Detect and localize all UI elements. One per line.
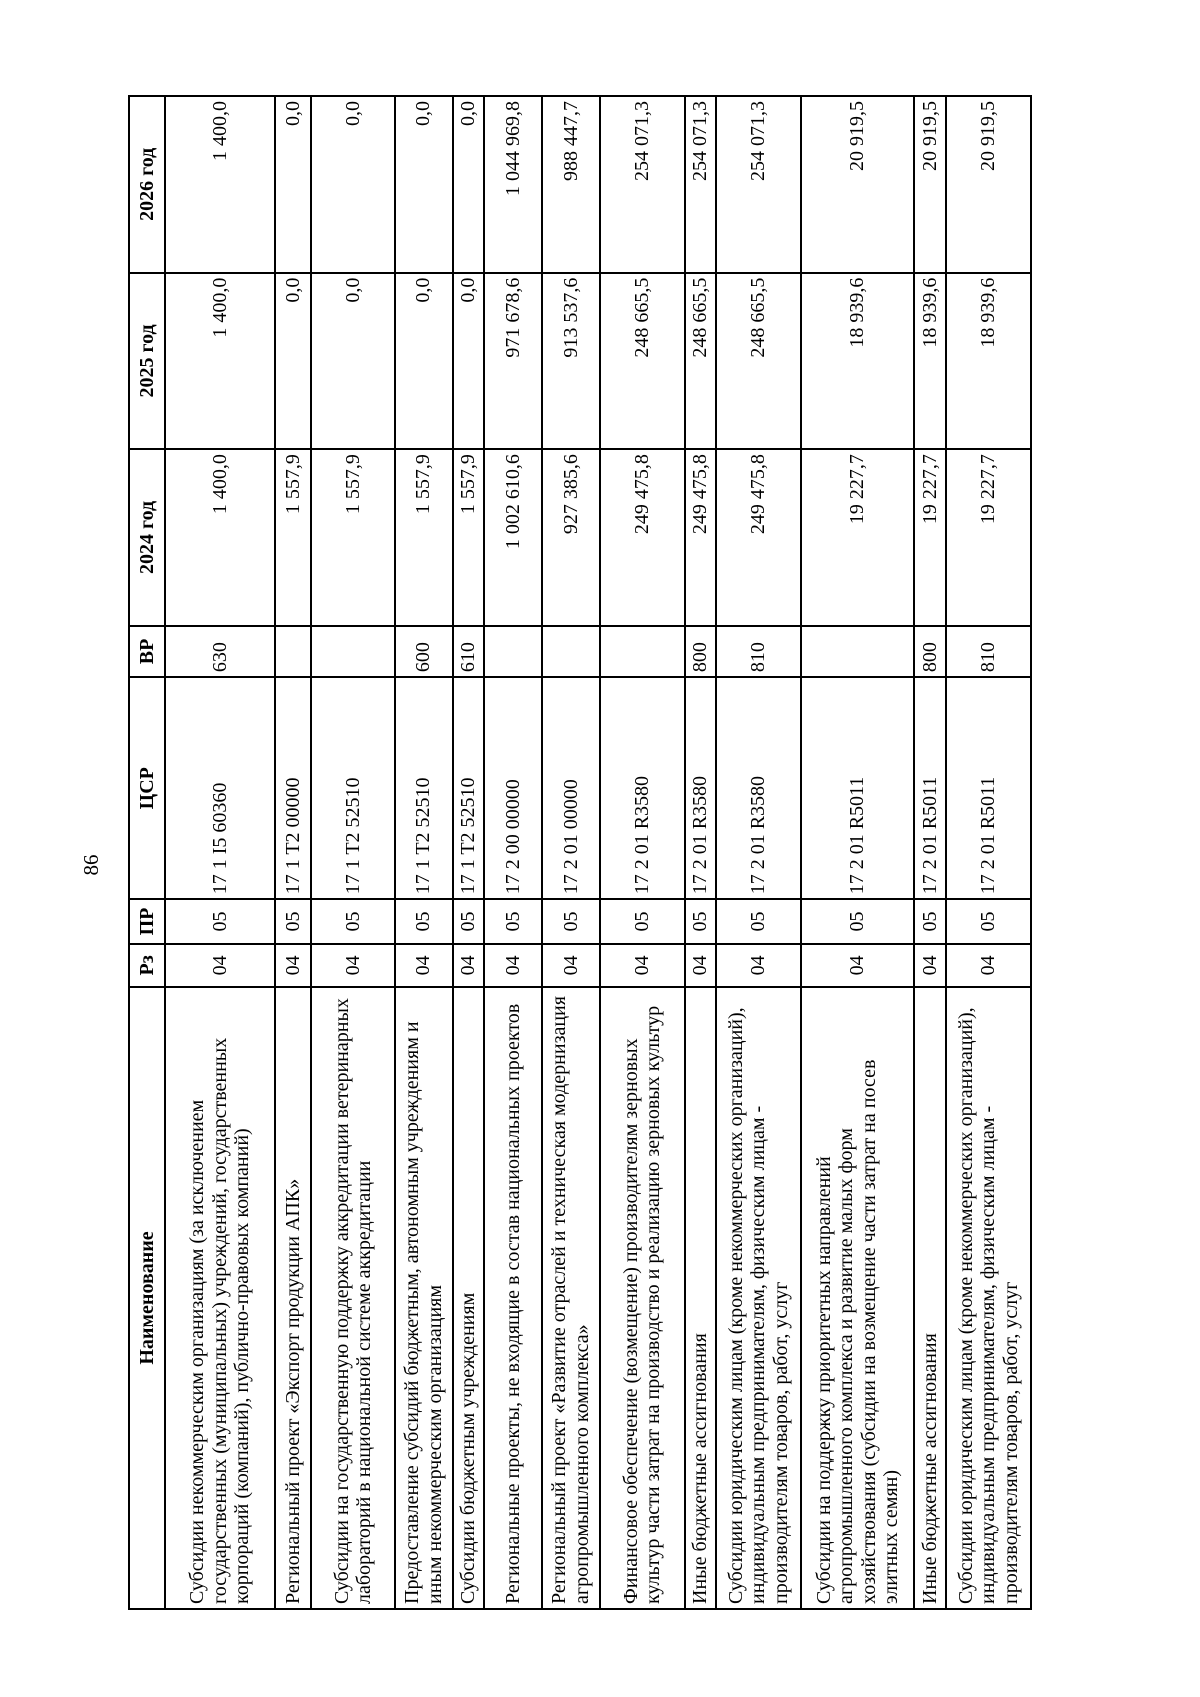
cell-vr: 610 <box>453 626 485 677</box>
cell-pr: 05 <box>395 899 453 943</box>
cell-2024: 249 475,8 <box>716 449 801 626</box>
cell-2024: 1 557,9 <box>275 449 311 626</box>
cell-2026: 20 919,5 <box>946 96 1031 273</box>
cell-2024: 1 557,9 <box>453 449 485 626</box>
cell-name: Региональный проект «Развитие отраслей и техническая модернизация агропромышленного комплекса» <box>542 987 600 1609</box>
cell-2025: 913 537,6 <box>542 273 600 450</box>
cell-pr: 05 <box>275 899 311 943</box>
cell-pr: 05 <box>484 899 542 943</box>
header-rz: Рз <box>129 944 165 987</box>
cell-rz: 04 <box>685 944 717 987</box>
table-row <box>453 96 485 1609</box>
cell-name: Иные бюджетные ассигнования <box>914 987 946 1609</box>
cell-2026: 988 447,7 <box>542 96 600 273</box>
cell-pr: 05 <box>716 899 801 943</box>
cell-vr: 810 <box>716 626 801 677</box>
cell-pr: 05 <box>685 899 717 943</box>
cell-vr: 600 <box>395 626 453 677</box>
cell-2024: 1 557,9 <box>311 449 395 626</box>
header-2026: 2026 год <box>129 96 165 273</box>
cell-2025: 0,0 <box>453 273 485 450</box>
cell-2026: 20 919,5 <box>801 96 914 273</box>
cell-name: Региональные проекты, не входящие в состав национальных проектов <box>484 987 542 1609</box>
cell-name: Субсидии на государственную поддержку аккредитации ветеринарных лабораторий в национальной системе аккредитации <box>311 987 395 1609</box>
cell-2026: 0,0 <box>311 96 395 273</box>
cell-vr <box>600 626 685 677</box>
cell-csr: 17 2 01 00000 <box>542 677 600 899</box>
cell-2024: 249 475,8 <box>600 449 685 626</box>
cell-2025: 18 939,6 <box>801 273 914 450</box>
cell-2024: 927 385,6 <box>542 449 600 626</box>
table-row <box>600 96 685 1609</box>
cell-csr: 17 2 01 R5011 <box>801 677 914 899</box>
header-2024: 2024 год <box>129 449 165 626</box>
table-row <box>914 96 946 1609</box>
cell-pr: 05 <box>914 899 946 943</box>
cell-rz: 04 <box>453 944 485 987</box>
cell-2026: 254 071,3 <box>600 96 685 273</box>
cell-csr: 17 2 01 R3580 <box>600 677 685 899</box>
page-number: 86 <box>79 854 103 876</box>
header-pr: ПР <box>129 899 165 943</box>
table-row <box>395 96 453 1609</box>
cell-rz: 04 <box>914 944 946 987</box>
cell-2026: 254 071,3 <box>716 96 801 273</box>
cell-2024: 1 002 610,6 <box>484 449 542 626</box>
cell-2026: 254 071,3 <box>685 96 717 273</box>
cell-rz: 04 <box>542 944 600 987</box>
cell-vr: 630 <box>165 626 275 677</box>
cell-2026: 0,0 <box>275 96 311 273</box>
cell-pr: 05 <box>311 899 395 943</box>
cell-csr: 17 1 T2 52510 <box>311 677 395 899</box>
cell-2024: 1 557,9 <box>395 449 453 626</box>
cell-rz: 04 <box>395 944 453 987</box>
cell-csr: 17 1 T2 52510 <box>395 677 453 899</box>
cell-name: Финансовое обеспечение (возмещение) производителям зерновых культур части затрат на производство и реализацию зерновых культур <box>600 987 685 1609</box>
header-2025: 2025 год <box>129 273 165 450</box>
cell-2026: 1 400,0 <box>165 96 275 273</box>
cell-csr: 17 2 01 R3580 <box>685 677 717 899</box>
header-vr: ВР <box>129 626 165 677</box>
table-row <box>801 96 914 1609</box>
cell-2025: 0,0 <box>275 273 311 450</box>
cell-2025: 0,0 <box>311 273 395 450</box>
cell-vr: 800 <box>685 626 717 677</box>
cell-pr: 05 <box>542 899 600 943</box>
table-row <box>484 96 542 1609</box>
cell-2025: 248 665,5 <box>716 273 801 450</box>
cell-2024: 1 400,0 <box>165 449 275 626</box>
cell-2025: 971 678,6 <box>484 273 542 450</box>
cell-pr: 05 <box>453 899 485 943</box>
cell-vr <box>311 626 395 677</box>
cell-csr: 17 2 00 00000 <box>484 677 542 899</box>
table-row <box>165 96 275 1609</box>
cell-rz: 04 <box>165 944 275 987</box>
cell-name: Иные бюджетные ассигнования <box>685 987 717 1609</box>
cell-csr: 17 2 01 R5011 <box>946 677 1031 899</box>
cell-2024: 19 227,7 <box>801 449 914 626</box>
cell-name: Субсидии некоммерческим организациям (за исключением государственных (муниципальных) учреждений, государственных корпораций (компаний), публично-правовых компаний) <box>165 987 275 1609</box>
cell-rz: 04 <box>311 944 395 987</box>
cell-2025: 248 665,5 <box>600 273 685 450</box>
cell-2025: 18 939,6 <box>914 273 946 450</box>
cell-name: Субсидии юридическим лицам (кроме некоммерческих организаций), индивидуальным предпринимателям, физическим лицам - производителям товаров, работ, услуг <box>716 987 801 1609</box>
cell-vr <box>801 626 914 677</box>
cell-2024: 249 475,8 <box>685 449 717 626</box>
cell-2026: 20 919,5 <box>914 96 946 273</box>
cell-pr: 05 <box>801 899 914 943</box>
cell-2025: 1 400,0 <box>165 273 275 450</box>
cell-rz: 04 <box>716 944 801 987</box>
cell-2026: 0,0 <box>453 96 485 273</box>
cell-pr: 05 <box>600 899 685 943</box>
cell-2025: 248 665,5 <box>685 273 717 450</box>
cell-2024: 19 227,7 <box>914 449 946 626</box>
header-csr: ЦСР <box>129 677 165 899</box>
cell-name: Предоставление субсидий бюджетным, автономным учреждениям и иным некоммерческим организациям <box>395 987 453 1609</box>
cell-2026: 1 044 969,8 <box>484 96 542 273</box>
cell-vr <box>275 626 311 677</box>
cell-vr <box>484 626 542 677</box>
cell-rz: 04 <box>275 944 311 987</box>
cell-csr: 17 2 01 R3580 <box>716 677 801 899</box>
cell-vr: 800 <box>914 626 946 677</box>
cell-csr: 17 1 I5 60360 <box>165 677 275 899</box>
rotated-table-container <box>128 95 1032 1610</box>
cell-2026: 0,0 <box>395 96 453 273</box>
cell-name: Субсидии на поддержку приоритетных направлений агропромышленного комплекса и развитие малых форм хозяйствования (субсидии на возмещение части затрат на посев элитных семян) <box>801 987 914 1609</box>
table-row <box>542 96 600 1609</box>
table-row <box>311 96 395 1609</box>
cell-2025: 18 939,6 <box>946 273 1031 450</box>
header-name: Наименование <box>129 987 165 1609</box>
table-header-row <box>129 96 165 1609</box>
table-row <box>275 96 311 1609</box>
cell-pr: 05 <box>165 899 275 943</box>
cell-2025: 0,0 <box>395 273 453 450</box>
cell-name: Региональный проект «Экспорт продукции АПК» <box>275 987 311 1609</box>
cell-vr: 810 <box>946 626 1031 677</box>
cell-csr: 17 1 T2 52510 <box>453 677 485 899</box>
cell-name: Субсидии бюджетным учреждениям <box>453 987 485 1609</box>
cell-csr: 17 2 01 R5011 <box>914 677 946 899</box>
cell-rz: 04 <box>484 944 542 987</box>
cell-vr <box>542 626 600 677</box>
cell-pr: 05 <box>946 899 1031 943</box>
cell-name: Субсидии юридическим лицам (кроме некоммерческих организаций), индивидуальным предпринимателям, физическим лицам - производителям товаров, работ, услуг <box>946 987 1031 1609</box>
cell-2024: 19 227,7 <box>946 449 1031 626</box>
table-row <box>685 96 717 1609</box>
table-row <box>946 96 1031 1609</box>
budget-table <box>128 95 1032 1610</box>
cell-rz: 04 <box>946 944 1031 987</box>
cell-rz: 04 <box>801 944 914 987</box>
cell-rz: 04 <box>600 944 685 987</box>
cell-csr: 17 1 T2 00000 <box>275 677 311 899</box>
table-row <box>716 96 801 1609</box>
